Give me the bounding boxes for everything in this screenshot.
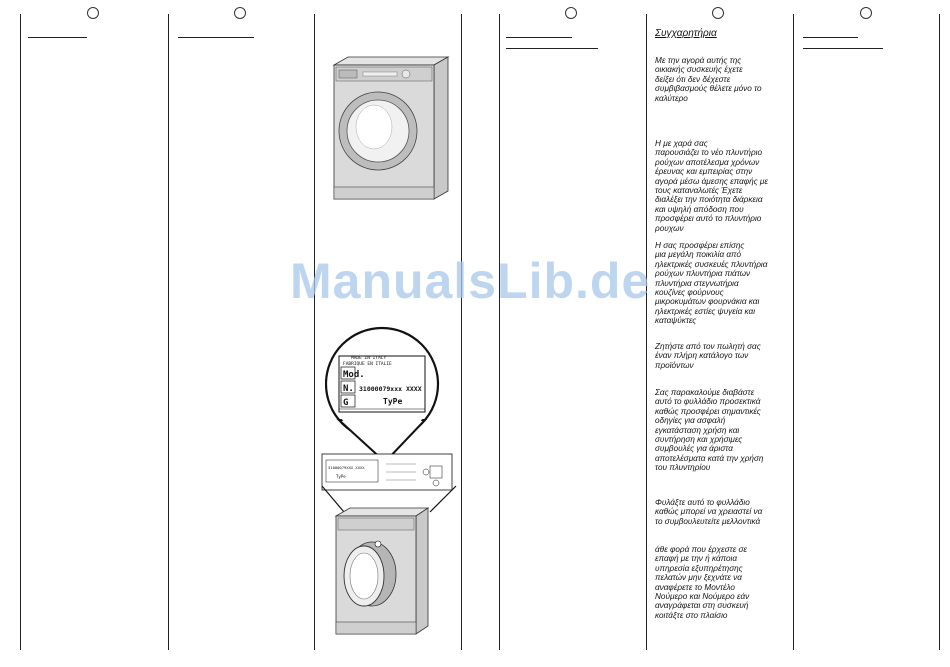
plate-made-in: MADE IN ITALY xyxy=(351,356,387,361)
heading-rule xyxy=(803,48,883,49)
column-divider xyxy=(646,14,647,650)
plate-n-label: N. xyxy=(343,384,354,394)
range-paragraph: Η σας προσφέρει επίσης μια μεγάλη ποικιλία από ηλεκτρικές συσκευές πλυντήρια ρούχων πλυντήρια πιάτων πλυντήρια στεγνωτήρια κουζίνες φούρνους μικροκυμάτων φουρνάκια και ηλεκτρικές εστίες ψυγεία και καταψύκτες xyxy=(655,241,768,326)
heading-rule xyxy=(178,37,254,38)
page-title: Συγχαρητήρια xyxy=(655,28,717,39)
plate-serial: 31000079xxx XXXX xyxy=(359,385,422,393)
catalog-paragraph: Ζητήστε από τον πωλητή σας έναν πλήρη κατάλογο των προϊόντων xyxy=(655,342,761,370)
heading-rule xyxy=(803,37,858,38)
column-divider xyxy=(20,14,21,650)
product-paragraph: Η με χαρά σας παρουσιάζει το νέο πλυντήριο ρούχων αποτέλεσμα χρόνων έρευνας και εμπειρίας στην αγορά μέσω άμεσης επαφής με τους καταναλωτές Έχετε διαλέξει την ποιότητα διάρκεια και υψηλή απόδοση που προσφέρει αυτό το πλυντήριο ρουχων xyxy=(655,139,768,233)
plate-small-serial: 31000079XXX XXXX xyxy=(328,465,365,470)
plate-g-label: G xyxy=(343,398,349,408)
washing-machine-illustration xyxy=(330,55,450,205)
intro-paragraph: Με την αγορά αυτής της οικιακής συσκευής έχετε δείξει ότι δεν δέχεστε συμβιβασμούς θέλετε μόνο το καλύτερο xyxy=(655,56,762,103)
read-manual-paragraph: Σας παρακαλούμε διαβάστε αυτό το φυλλάδιο προσεκτικά καθώς προσφέρει σημαντικές οδηγίες για ασφαλή εγκατάσταση χρήση και συντήρηση και χρήσιμες συμβουλές για άριστα αποτελέσματα κατά την χρήση του πλυντηρίου xyxy=(655,388,764,473)
language-marker-icon xyxy=(234,7,246,19)
column-divider xyxy=(939,14,940,650)
heading-rule xyxy=(506,37,572,38)
language-marker-icon xyxy=(860,7,872,19)
column-divider xyxy=(461,14,462,650)
column-divider xyxy=(499,14,500,650)
plate-type: TyPe xyxy=(383,397,403,406)
heading-rule xyxy=(506,48,598,49)
plate-fabrique: FABRIQUE EN ITALIE xyxy=(343,362,392,367)
column-divider xyxy=(168,14,169,650)
watermark: ManualsLib.de xyxy=(290,253,651,309)
language-marker-icon xyxy=(87,7,99,19)
language-marker-icon xyxy=(565,7,577,19)
plate-small-type: TyPe xyxy=(336,474,346,479)
keep-manual-paragraph: Φυλάξτε αυτό το φυλλάδιο καθώς μπορεί να χρειαστεί να το συμβουλευτείτε μελλοντικά xyxy=(655,498,763,526)
washing-machine-open-door-illustration xyxy=(322,480,457,640)
language-marker-icon xyxy=(712,7,724,19)
heading-rule xyxy=(28,37,87,38)
plate-mod-label: Mod. xyxy=(343,370,365,380)
column-divider xyxy=(314,14,315,650)
column-divider xyxy=(793,14,794,650)
service-paragraph: άθε φορά που έρχεστε σε επαφή με την ή κάποια υπηρεσία εξυπηρέτησης πελατών μην ξεχνάτε να αναφέρετε το Μοντέλο Νούμερο και Νούμερο εάν αναγράφεται στη συσκευή κοιτάξτε στο πλαίσιο xyxy=(655,545,750,620)
